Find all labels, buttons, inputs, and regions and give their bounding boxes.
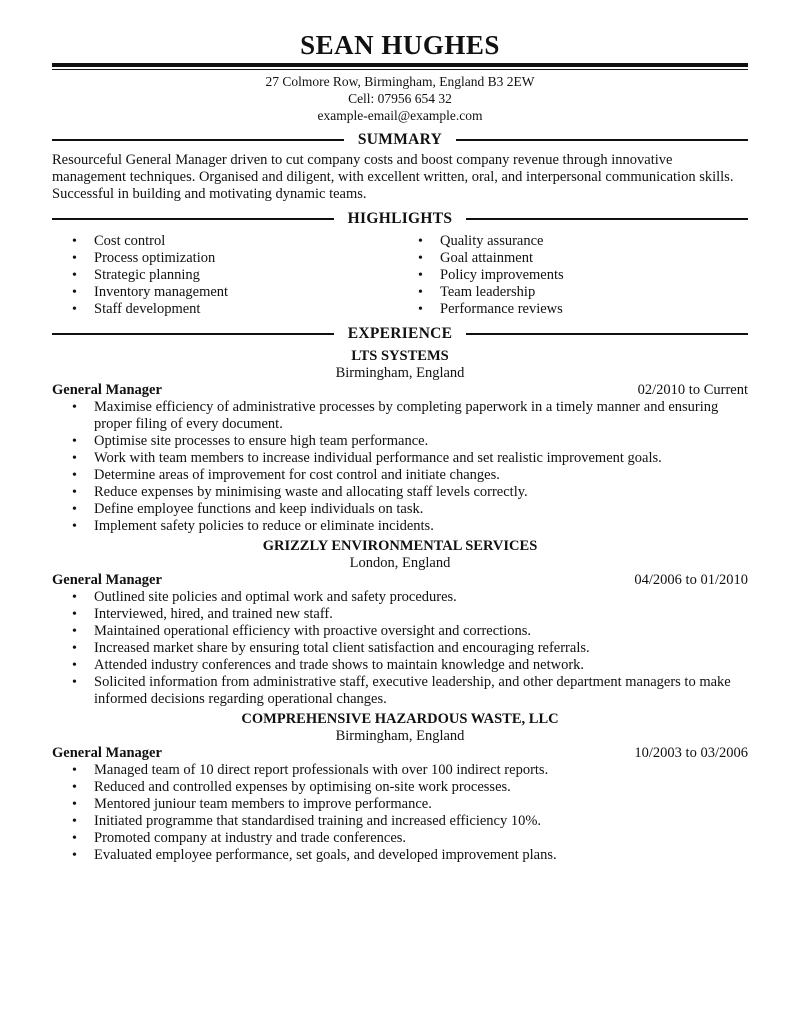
- job-title: General Manager: [52, 382, 162, 398]
- company-name: COMPREHENSIVE HAZARDOUS WASTE, LLC: [241, 711, 559, 727]
- highlights-right-column: [400, 233, 748, 318]
- duty-item: • Promoted company at industry and trade conferences.: [94, 830, 748, 847]
- candidate-name: SEAN HUGHES: [300, 30, 500, 60]
- highlight-item: • Performance reviews: [440, 301, 748, 318]
- job-title: General Manager: [52, 745, 162, 761]
- duty-item: • Reduce expenses by minimising waste and allocating staff levels correctly.: [94, 484, 748, 501]
- duty-item: • Reduced and controlled expenses by optimising on-site work processes.: [94, 779, 748, 796]
- duty-item: • Managed team of 10 direct report professionals with over 100 indirect reports.: [94, 762, 748, 779]
- experience-title: EXPERIENCE: [347, 325, 453, 342]
- duty-item: • Define employee functions and keep individuals on task.: [94, 501, 748, 518]
- highlights-title: HIGHLIGHTS: [347, 210, 453, 227]
- duty-item: • Determine areas of improvement for cost control and initiate changes.: [94, 467, 748, 484]
- duty-item: • Optimise site processes to ensure high team performance.: [94, 433, 748, 450]
- job-title: General Manager: [52, 572, 162, 588]
- role-row: [52, 382, 748, 399]
- highlights-heading: [52, 208, 748, 230]
- role-row: [52, 745, 748, 762]
- highlight-item: • Team leadership: [440, 284, 748, 301]
- heading-rule-right: [466, 218, 748, 220]
- highlight-item: • Strategic planning: [94, 267, 400, 284]
- company-location: Birmingham, England: [335, 728, 465, 744]
- duty-item: • Maintained operational efficiency with proactive oversight and corrections.: [94, 623, 748, 640]
- job-entry: [52, 348, 748, 535]
- role-row: [52, 572, 748, 589]
- duty-item: • Interviewed, hired, and trained new staff.: [94, 606, 748, 623]
- heading-rule-left: [52, 218, 334, 220]
- company-location: London, England: [349, 555, 451, 571]
- company-name: LTS SYSTEMS: [351, 348, 449, 364]
- header-thick-rule: [52, 63, 748, 67]
- job-dates: 10/2003 to 03/2006: [634, 745, 748, 761]
- experience-heading: [52, 323, 748, 345]
- duty-item: • Outlined site policies and optimal work and safety procedures.: [94, 589, 748, 606]
- highlights-list: [52, 233, 748, 318]
- job-entry: [52, 711, 748, 864]
- duty-item: • Increased market share by ensuring total client satisfaction and encouraging referrals.: [94, 640, 748, 657]
- duty-item: • Attended industry conferences and trade shows to maintain knowledge and network.: [94, 657, 748, 674]
- contact-address: 27 Colmore Row, Birmingham, England B3 2EW: [265, 74, 535, 89]
- heading-rule-right: [466, 333, 748, 335]
- duty-item: • Work with team members to increase individual performance and set realistic improvement goals.: [94, 450, 748, 467]
- job-entry: [52, 538, 748, 708]
- duty-item: • Mentored juniour team members to improve performance.: [94, 796, 748, 813]
- heading-rule-left: [52, 333, 334, 335]
- duty-item: • Maximise efficiency of administrative processes by completing paperwork in a timely manner and ensuring proper filing of every document.: [94, 399, 748, 433]
- header-thin-rule: [52, 69, 748, 70]
- company-name: GRIZZLY ENVIRONMENTAL SERVICES: [262, 538, 538, 554]
- duty-item: • Evaluated employee performance, set goals, and developed improvement plans.: [94, 847, 748, 864]
- highlight-item: • Goal attainment: [440, 250, 748, 267]
- job-dates: 02/2010 to Current: [637, 382, 748, 398]
- highlight-item: • Staff development: [94, 301, 400, 318]
- job-duties: [52, 589, 748, 708]
- heading-rule-right: [456, 139, 748, 141]
- highlight-item: • Quality assurance: [440, 233, 748, 250]
- highlight-item: • Cost control: [94, 233, 400, 250]
- summary-text: Resourceful General Manager driven to cut company costs and boost company revenue through innovative management techniques. Organised and diligent, with excellent written, oral, and interpersonal communication skills. Successful in building and motivating dynamic teams.: [52, 152, 734, 202]
- contact-email: example-email@example.com: [317, 108, 483, 123]
- duty-item: • Implement safety policies to reduce or eliminate incidents.: [94, 518, 748, 535]
- summary-heading: [52, 129, 748, 151]
- company-location: Birmingham, England: [335, 365, 465, 381]
- job-dates: 04/2006 to 01/2010: [634, 572, 748, 588]
- duty-item: • Initiated programme that standardised training and increased efficiency 10%.: [94, 813, 748, 830]
- job-duties: [52, 762, 748, 864]
- duty-item: • Solicited information from administrative staff, executive leadership, and other department managers to make informed decisions regarding operational changes.: [94, 674, 748, 708]
- heading-rule-left: [52, 139, 344, 141]
- highlight-item: • Policy improvements: [440, 267, 748, 284]
- contact-cell: Cell: 07956 654 32: [348, 91, 452, 106]
- highlights-left-column: [52, 233, 400, 318]
- highlight-item: • Inventory management: [94, 284, 400, 301]
- highlight-item: • Process optimization: [94, 250, 400, 267]
- job-duties: [52, 399, 748, 535]
- summary-title: SUMMARY: [357, 131, 443, 148]
- contact-block: [52, 73, 748, 124]
